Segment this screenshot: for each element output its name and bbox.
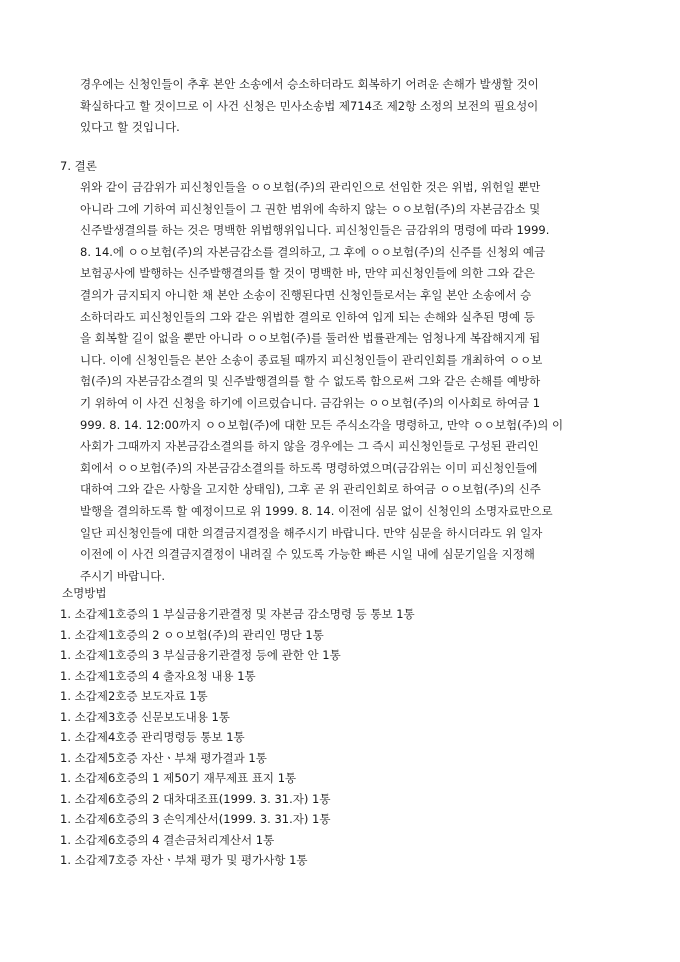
evidence-item: 1. 소갑제1호증의 2 ㅇㅇ보험(주)의 관리인 명단 1통 [60,627,324,642]
evidence-item: 1. 소갑제1호증의 3 부실금융기관결정 등에 관한 안 1통 [60,648,341,662]
conclusion-paragraph: 위와 같이 금감위가 피신청인들을 ㅇㅇ보험(주)의 관리인으로 선임한 것은 위법, 위헌일 뿐만 아니라 그에 기하여 피신청인들이 그 권한 범위에 속하지 않는 ㅇㅇ보험(주)의 자본금감소 및 신주발생결의를 하는 것은 명백한 위법행위입니다. 피신청인들은 금감위의 명령에 따라 1999. 8. 14.에 ㅇㅇ보험(주)의 자본금감소를 결의하고, 그 후에 ㅇㅇ보험(주)의 신주를 신청외 예금 보험공사에 발행하는 신주발행결의를 할 것이 명백한 바, 만약 피신청인들에 의한 그와 같은 결의가 금지되지 아니한 채 본안 소송이 진행된다면 신청인들로서는 후일 본안 소송에서 승 소하더라도 피신청인들의 그와 같은 위법한 결의로 인하여 입게 되는 손해와 실추된 명예 등 을 회복할 길이 없을 뿐만 아니라 ㅇㅇ보험(주)를 둘러싼 법률관계는 엄청나게 복잡해지게 됩 니다. 이에 신청인들은 본안 소송이 종료될 때까지 피신청인들이 관리인회를 개최하여 ㅇㅇ보 험(주)의 자본금감소결의 및 신주발행결의를 할 수 없도록 함으로써 그와 같은 손해를 예방하 기 위하여 이 사건 신청을 하기에 이르렀습니다. 금감위는 ㅇㅇ보험(주)의 이사회로 하여금 1 999. 8. 14. 12:00까지 ㅇㅇ보험(주)에 대한 모든 주식소각을 명령하고, 만약 ㅇㅇ보험(주)의 이 사회가 그때까지 자본금감소결의를 하지 않을 경우에는 그 즉시 피신청인들로 구성된 관리인 회에서 ㅇㅇ보험(주)의 자본금감소결의를 하도록 명령하였으며(금감위는 이미 피신청인들에 대하여 그와 같은 사항을 고지한 상태임), 그후 곧 위 관리인회로 하여금 ㅇㅇ보험(주)의 신주 발행을 결의하도록 할 예정이므로 위 1999. 8. 14. 이전에 심문 없이 신청인의 소명자료만으로 일단 피신청인들에 대한 의결금지결정을 해주시기 바랍니다. 만약 심문을 하시더라도 위 일자 이전에 이 사건 의결금지결정이 내려질 수 있도록 가능한 빠른 시일 내에 심문기일을 지정해 주시기 바랍니다. [80,180,564,583]
evidence-item: 1. 소갑제1호증의 1 부실금융기관결정 및 자본금 감소명령 등 통보 1통 [60,607,415,621]
continuation-paragraph: 경우에는 신청인들이 추후 본안 소송에서 승소하더라도 회복하기 어려운 손해가 발생할 것이 확실하다고 할 것이므로 이 사건 신청은 민사소송법 제714조 제2항 소정의 보전의 필요성이 있다고 할 것입니다. [80,77,539,135]
evidence-item: 1. 소갑제1호증의 4 출자요청 내용 1통 [60,668,256,683]
evidence-list [60,604,415,871]
evidence-item: 1. 소갑제6호증의 3 손익계산서(1999. 3. 31.자) 1통 [60,812,331,826]
evidence-item: 1. 소갑제4호증 관리명령등 통보 1통 [60,730,245,744]
conclusion-heading: 7. 결론 [60,159,97,173]
evidence-item: 1. 소갑제6호증의 4 결손금처리계산서 1통 [60,832,275,847]
evidence-item: 1. 소갑제7호증 자산ㆍ부채 평가 및 평가사항 1통 [60,853,308,867]
evidence-heading: 소명방법 [62,586,107,600]
evidence-item: 1. 소갑제6호증의 1 제50기 재무제표 표지 1통 [60,771,297,785]
evidence-item: 1. 소갑제3호증 신문보도내용 1통 [60,709,230,724]
evidence-item: 1. 소갑제5호증 자산ㆍ부채 평가결과 1통 [60,750,267,765]
evidence-item: 1. 소갑제6호증의 2 대차대조표(1999. 3. 31.자) 1통 [60,791,331,806]
evidence-item: 1. 소갑제2호증 보도자료 1통 [60,689,208,703]
